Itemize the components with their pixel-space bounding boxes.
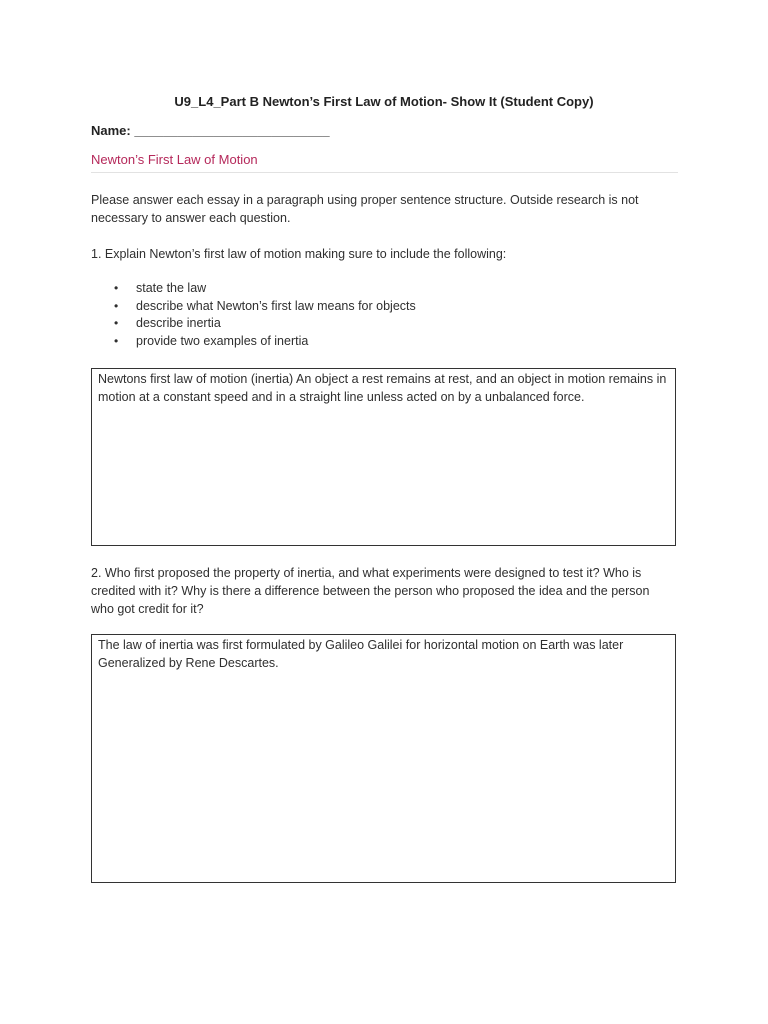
question-2-text: 2. Who first proposed the property of inertia, and what experiments were designed to test it? Who is credited with it? Why is there a difference between the person who proposed the idea and the person who got credit for it? — [91, 566, 650, 616]
question-2-answer-text: The law of inertia was first formulated by Galileo Galilei for horizontal motion on Earth was later Generalized by Rene Descartes. — [98, 638, 624, 670]
question-1-bullet-list — [91, 280, 651, 350]
bullet-text: state the law — [136, 281, 207, 295]
bullet-text: provide two examples of inertia — [136, 333, 309, 348]
section-heading: Newton’s First Law of Motion — [91, 152, 258, 167]
name-field-line: Name: ___________________________ — [91, 123, 330, 138]
bullet-icon: • — [114, 281, 119, 295]
section-divider — [91, 172, 678, 173]
bullet-icon: • — [114, 298, 119, 313]
bullet-item — [91, 315, 651, 333]
question-1-answer-text: Newtons first law of motion (inertia) An object a rest remains at rest, and an object in motion remains in motion at a constant speed and in a straight line unless acted on by a unbalanced force. — [98, 372, 667, 404]
bullet-text: describe what Newton’s first law means for objects — [136, 298, 416, 313]
bullet-icon: • — [114, 333, 119, 348]
bullet-text: describe inertia — [136, 316, 221, 330]
document-title: U9_L4_Part B Newton’s First Law of Motion- Show It (Student Copy) — [174, 94, 594, 109]
question-2-answer-box[interactable] — [91, 634, 676, 883]
bullet-item — [91, 333, 651, 351]
question-1-text: 1. Explain Newton’s first law of motion making sure to include the following: — [91, 247, 507, 261]
bullet-item — [91, 280, 651, 298]
bullet-icon: • — [114, 316, 119, 330]
bullet-item — [91, 298, 651, 316]
instructions-paragraph: Please answer each essay in a paragraph using proper sentence structure. Outside research is not necessary to answer each question. — [91, 193, 639, 225]
question-1-answer-box[interactable] — [91, 368, 676, 546]
